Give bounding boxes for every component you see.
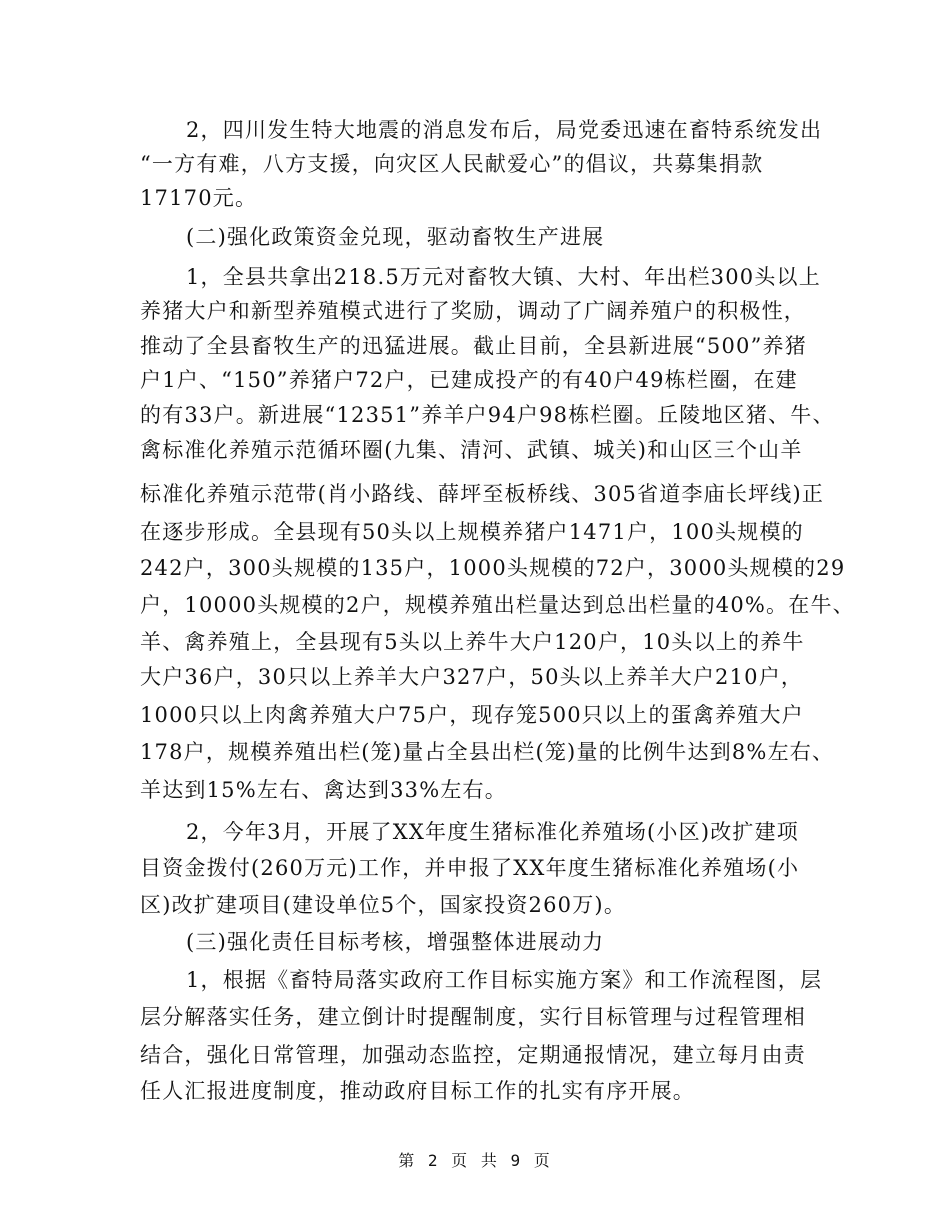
paragraph-line: 标准化养殖示范带(肖小路线、薛坪至板桥线、305省道李庙长坪线)正 — [140, 482, 825, 506]
paragraph-line: 禽标准化养殖示范循环圈(九集、清河、武镇、城关)和山区三个山羊 — [140, 438, 803, 462]
paragraph-line: 目资金拨付(260万元)工作，并申报了XX年度生猪标准化养殖场(小 — [140, 856, 800, 880]
paragraph-line: 大户36户，30只以上养羊大户327户，50头以上养羊大户210户， — [140, 665, 804, 689]
paragraph-line: 在逐步形成。全县现有50头以上规模养猪户1471户，100头规模的 — [140, 520, 804, 544]
paragraph-line: 养猪大户和新型养殖模式进行了奖励，调动了广阔养殖户的积极性， — [140, 299, 806, 323]
paragraph-line: 层分解落实任务，建立倒计时提醒制度，实行目标管理与过程管理相 — [140, 1005, 806, 1029]
page-number-footer: 第 2 页 共 9 页 — [398, 1151, 552, 1170]
paragraph-line: 242户，300头规模的135户，1000头规模的72户，3000头规模的29 — [140, 556, 846, 580]
paragraph-line: 羊、禽养殖上，全县现有5头以上养牛大户120户，10头以上的养牛 — [140, 630, 805, 654]
paragraph-line: “一方有难，八方支援，向灾区人民献爱心”的倡议，共募集捐款 — [140, 152, 764, 176]
paragraph-line: 1000只以上肉禽养殖大户75户，现存笼500只以上的蛋禽养殖大户 — [140, 703, 804, 727]
paragraph-line: 1，根据《畜特局落实政府工作目标实施方案》和工作流程图，层 — [186, 968, 823, 992]
section-heading: (二)强化政策资金兑现，驱动畜牧生产进展 — [186, 225, 605, 249]
paragraph-line: 结合，强化日常管理，加强动态监控，定期通报情况，建立每月由责 — [140, 1043, 806, 1067]
paragraph-line: 户1户、“150”养猪户72户，已建成投产的有40户49栋栏圈，在建 — [140, 368, 798, 392]
paragraph-line: 1，全县共拿出218.5万元对畜牧大镇、大村、年出栏300头以上 — [186, 265, 821, 289]
paragraph-line: 任人汇报进度制度，推动政府目标工作的扎实有序开展。 — [140, 1079, 695, 1103]
section-heading: (三)强化责任目标考核，增强整体进展动力 — [186, 930, 605, 954]
paragraph-line: 178户，规模养殖出栏(笼)量占全县出栏(笼)量的比例牛达到8%左右、 — [140, 740, 835, 764]
paragraph-line: 区)改扩建项目(建设单位5个，国家投资260万)。 — [140, 893, 627, 917]
paragraph-line: 17170元。 — [140, 186, 258, 210]
paragraph-line: 2，四川发生特大地震的消息发布后，局党委迅速在畜特系统发出 — [186, 118, 823, 142]
paragraph-line: 羊达到15%左右、禽达到33%左右。 — [140, 778, 507, 802]
paragraph-line: 的有33户。新进展“12351”养羊户94户98栋栏圈。丘陵地区猪、牛、 — [140, 403, 835, 427]
paragraph-line: 推动了全县畜牧生产的迅猛进展。截止目前，全县新进展“500”养猪 — [140, 334, 807, 358]
paragraph-line: 户，10000头规模的2户，规模养殖出栏量达到总出栏量的40%。在牛、 — [140, 593, 855, 617]
paragraph-line: 2，今年3月，开展了XX年度生猪标准化养殖场(小区)改扩建项 — [186, 820, 800, 844]
